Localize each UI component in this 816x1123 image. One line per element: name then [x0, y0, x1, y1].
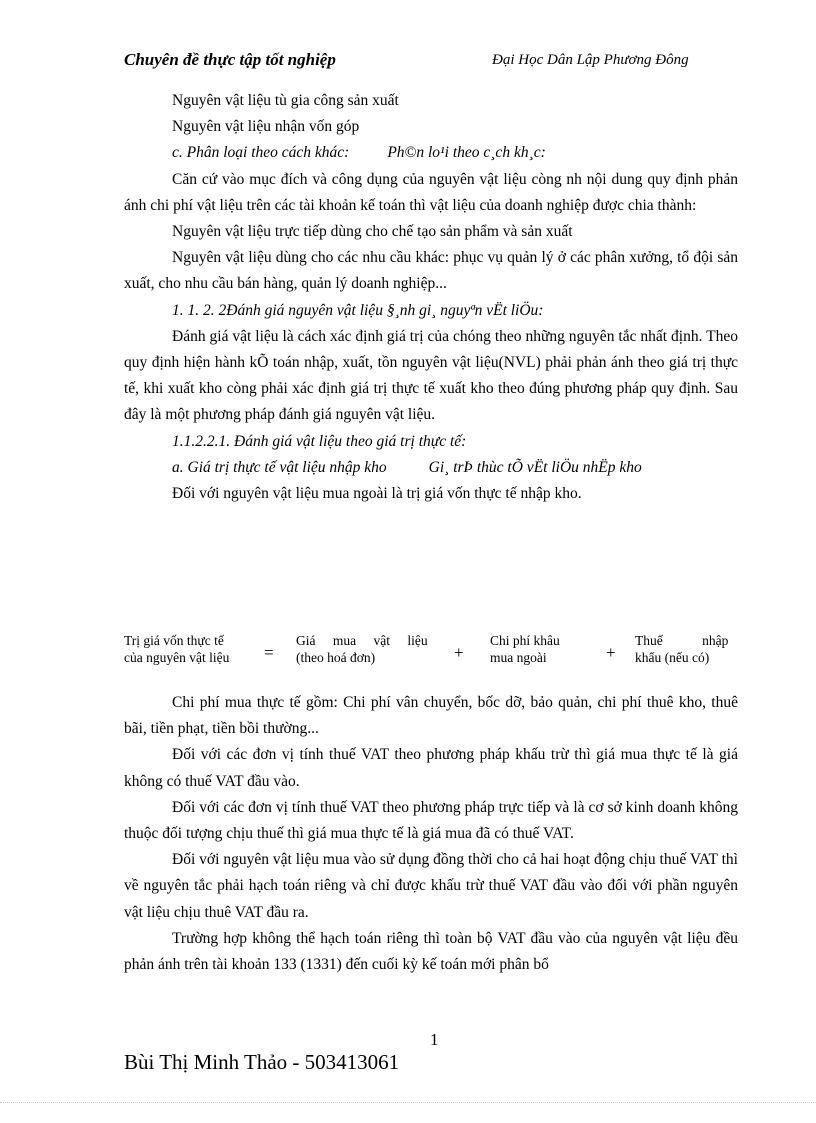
- formula-term-line: mua ngoài: [490, 650, 547, 665]
- header-university: Đại Học Dân Lập Phương Đông: [492, 52, 689, 68]
- document-body-top: [124, 88, 738, 507]
- subheading: a. Giá trị thực tế vật liệu nhập kho Gi¸ trÞ thùc tÕ vËt liÖu nhËp kho: [172, 458, 642, 476]
- plus-sign: +: [454, 643, 464, 662]
- subheading: 1.1.2.2.1. Đánh giá vật liệu theo giá trị thực tế:: [172, 432, 467, 450]
- page-break-divider: [0, 1102, 816, 1103]
- page-number: 1: [430, 1030, 439, 1049]
- paragraph: Đối với nguyên vật liệu mua ngoài là trị giá vốn thực tế nhập kho.: [172, 485, 582, 503]
- subheading: 1. 1. 2. 2Đánh giá nguyên vật liệu §¸nh gi¸ nguyªn vËt liÖu:: [172, 301, 544, 319]
- formula-term-line: (theo hoá đơn): [296, 650, 376, 665]
- paragraph: Đối với nguyên vật liệu mua vào sử dụng đồng thời cho cả hai hoạt động chịu thuế VAT thì về nguyên tắc phải hạch toán riêng và chỉ được khấu trừ thuế VAT đầu vào đối với phần nguyên vật liệu chịu thuê VAT đầu ra.: [124, 851, 738, 921]
- paragraph: Chi phí mua thực tế gồm: Chi phí vân chuyển, bốc dỡ, bảo quản, chi phí thuê kho, thuê bãi, tiền phạt, tiền bồi thường...: [124, 694, 738, 738]
- header-title: Chuyên đề thực tập tốt nghiệp: [124, 50, 336, 69]
- paragraph: Đối với các đơn vị tính thuế VAT theo phương pháp trực tiếp và là cơ sở kinh doanh không thuộc đối tượng chịu thuế thì giá mua thực tế là giá mua đã có thuế VAT.: [124, 798, 738, 843]
- author-footer: Bùi Thị Minh Thảo - 503413061: [124, 1050, 400, 1074]
- paragraph: Nguyên vật liệu nhận vốn góp: [172, 118, 360, 136]
- paragraph: Trường hợp không thể hạch toán riêng thì toàn bộ VAT đầu vào của nguyên vật liệu đều phản ánh trên tài khoản 133 (1331) đến cuối kỳ kế toán mới phân bổ: [124, 929, 738, 974]
- paragraph: Đối với các đơn vị tính thuế VAT theo phương pháp khấu trừ thì giá mua thực tế là giá không có thuế VAT đầu vào.: [124, 746, 738, 790]
- plus-sign: +: [606, 643, 616, 662]
- formula-term-3: [490, 632, 590, 666]
- formula-term-4: [635, 632, 727, 666]
- subheading: c. Phân loại theo cách khác: Ph©n lo¹i theo c¸ch kh¸c:: [172, 144, 546, 162]
- paragraph: Nguyên vật liệu tù gia công sản xuất: [172, 92, 399, 109]
- paragraph: Nguyên vật liệu trực tiếp dùng cho chế tạo sản phẩm và sản xuất: [172, 223, 573, 241]
- document-body-bottom: [124, 690, 738, 978]
- paragraph: Đánh giá vật liệu là cách xác định giá trị của chóng theo những nguyên tắc nhất định. Theo quy định hiện hành kÕ toán nhập, xuất, tồn nguyên vật liệu(NVL) phải phản ánh theo giá trị thực tế, khi xuất kho còng phải xác định giá trị thực tế xuất kho theo đúng phương pháp quy định. Sau đây là một phương pháp đánh giá nguyên vật liệu.: [124, 327, 738, 424]
- formula-term-1: [124, 632, 252, 666]
- formula-term-line: Chi phí khâu: [490, 633, 560, 648]
- formula-term-line: Trị giá vốn thực tế: [124, 633, 224, 648]
- formula-term-line: khẩu (nếu có): [635, 650, 710, 665]
- paragraph: Căn cứ vào mục đích và công dụng của nguyên vật liệu còng nh nội dung quy định phản ánh chi phí vật liệu trên các tài khoản kế toán thì vật liệu của doanh nghiệp được chia thành:: [124, 170, 738, 214]
- cost-formula: [124, 632, 738, 674]
- formula-term-line: của nguyên vật liệu: [124, 650, 230, 665]
- equals-sign: =: [264, 643, 274, 662]
- formula-term-2: [296, 632, 436, 666]
- formula-term-line: Thuế nhập: [635, 633, 729, 648]
- formula-term-line: Giá mua vật liệu: [296, 633, 428, 648]
- paragraph: Nguyên vật liệu dùng cho các nhu cầu khác: phục vụ quản lý ở các phân xưởng, tổ đội sản xuất, cho nhu cầu bán hàng, quản lý doanh nghiệp...: [124, 249, 738, 293]
